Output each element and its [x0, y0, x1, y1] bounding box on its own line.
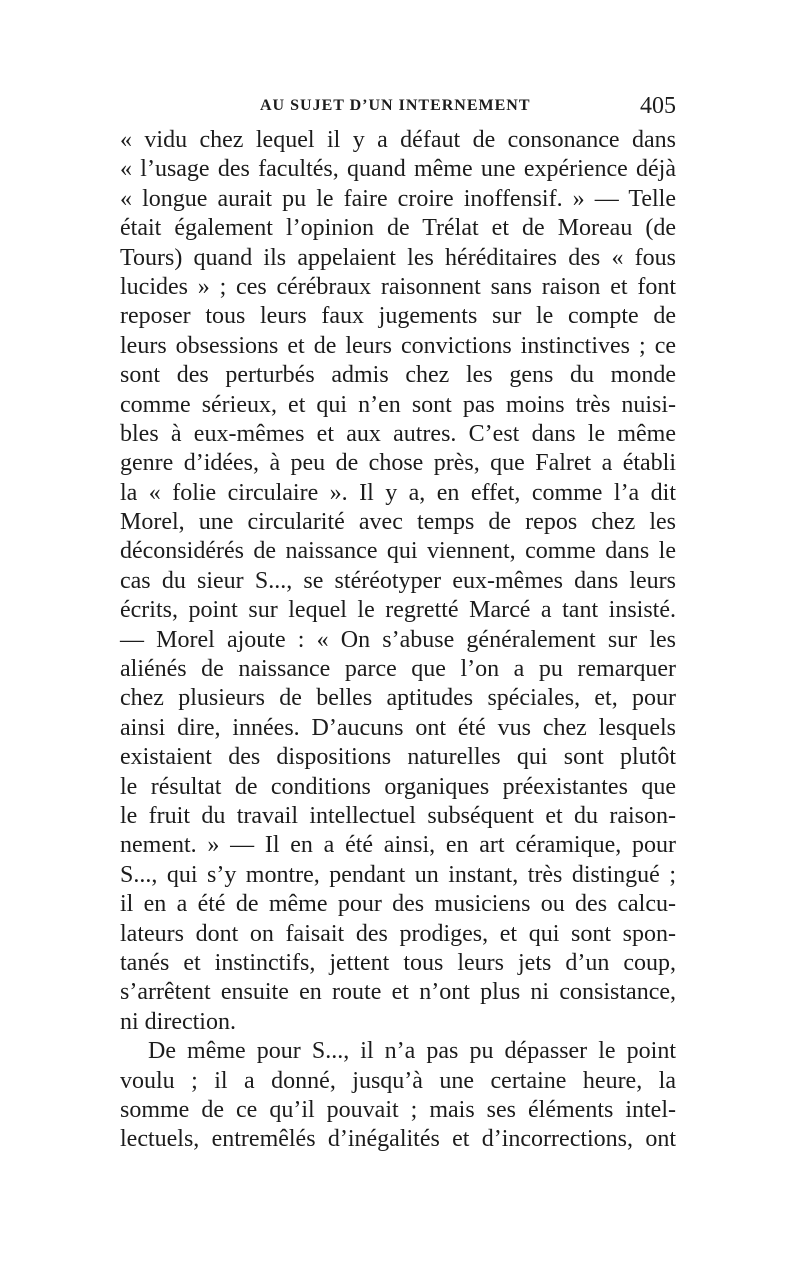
text-line-9: sont des perturbés admis chez les gens du monde	[120, 362, 676, 389]
text-line-27: il en a été de même pour des musiciens ou des calcu-	[120, 891, 676, 918]
text-line-34: somme de ce qu’il pouvait ; mais ses éléments intel-	[120, 1096, 676, 1123]
running-head	[120, 92, 676, 120]
text-line-2: « l’usage des facultés, quand même une expérience déjà	[120, 156, 676, 183]
body-text	[120, 126, 676, 1155]
text-line-29: tanés et instinctifs, jettent tous leurs jets d’un coup,	[120, 949, 676, 976]
text-line-12: genre d’idées, à peu de chose près, que Falret a établi	[120, 450, 676, 477]
text-line-31: ni direction.	[120, 1008, 236, 1035]
text-line-11: bles à eux-mêmes et aux autres. C’est dans le même	[120, 420, 676, 447]
text-line-1: « vidu chez lequel il y a défaut de consonance dans	[120, 127, 676, 153]
text-line-14: Morel, une circularité avec temps de repos chez les	[120, 509, 676, 536]
text-line-13: la « folie circulaire ». Il y a, en effet, comme l’a dit	[120, 479, 676, 506]
page-number: 405	[640, 93, 676, 119]
text-line-5: Tours) quand ils appelaient les héréditaires des « fous	[120, 244, 676, 271]
text-line-8: leurs obsessions et de leurs convictions instinctives ; ce	[120, 332, 676, 359]
text-line-23: le résultat de conditions organiques préexistantes que	[120, 773, 676, 800]
text-line-22: existaient des dispositions naturelles qui sont plutôt	[120, 744, 676, 771]
text-line-7: reposer tous leurs faux jugements sur le compte de	[120, 303, 676, 330]
text-line-19: aliénés de naissance parce que l’on a pu remarquer	[120, 656, 676, 683]
text-line-3: « longue aurait pu le faire croire inoffensif. » — Telle	[120, 185, 676, 212]
text-line-6: lucides » ; ces cérébraux raisonnent sans raison et font	[120, 273, 676, 300]
text-line-25: nement. » — Il en a été ainsi, en art céramique, pour	[120, 832, 676, 859]
text-line-20: chez plusieurs de belles aptitudes spéciales, et, pour	[120, 685, 676, 712]
text-line-10: comme sérieux, et qui n’en sont pas moins très nuisi-	[120, 391, 676, 418]
text-line-30: s’arrêtent ensuite en route et n’ont plus ni consistance,	[120, 979, 676, 1006]
text-line-21: ainsi dire, innées. D’aucuns ont été vus chez lesquels	[120, 714, 676, 741]
text-line-28: lateurs dont on faisait des prodiges, et qui sont spon-	[120, 920, 676, 947]
text-line-15: déconsidérés de naissance qui viennent, comme dans le	[120, 538, 676, 565]
text-line-26: S..., qui s’y montre, pendant un instant, très distingué ;	[120, 861, 676, 888]
text-line-32: De même pour S..., il n’a pas pu dépasser le point	[148, 1038, 676, 1065]
text-line-16: cas du sieur S..., se stéréotyper eux-mêmes dans leurs	[120, 567, 676, 594]
text-line-35: lectuels, entremêlés d’inégalités et d’incorrections, ont	[120, 1126, 676, 1153]
text-line-17: écrits, point sur lequel le regretté Marcé a tant insisté.	[120, 597, 676, 624]
text-line-4: était également l’opinion de Trélat et de Moreau (de	[120, 215, 676, 242]
text-line-18: — Morel ajoute : « On s’abuse généralement sur les	[120, 626, 676, 653]
running-title: AU SUJET D’UN INTERNEMENT	[260, 97, 531, 114]
text-line-33: voulu ; il a donné, jusqu’à une certaine heure, la	[120, 1067, 676, 1094]
text-line-24: le fruit du travail intellectuel subséquent et du raison-	[120, 802, 676, 829]
